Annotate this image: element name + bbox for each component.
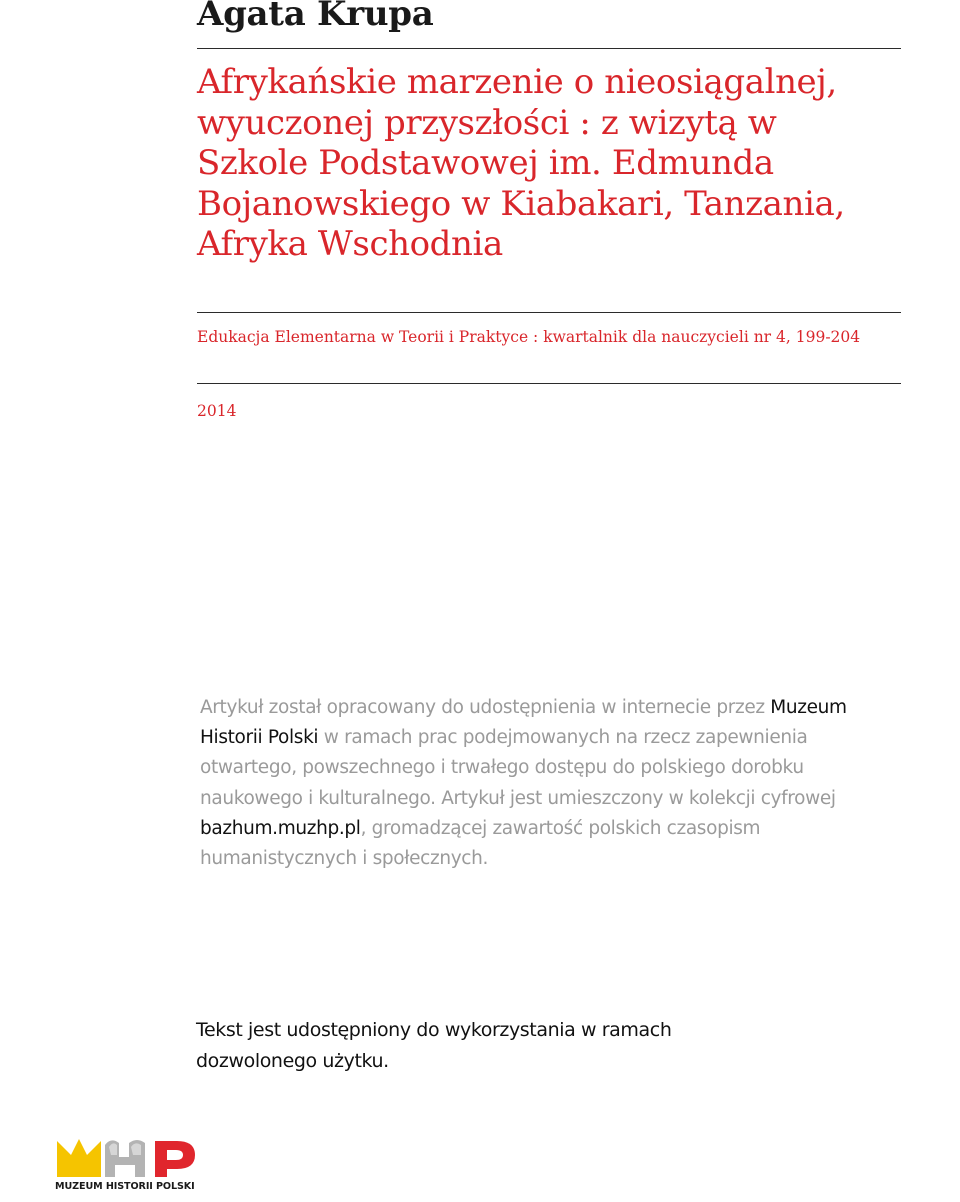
collection-link[interactable]: bazhum.muzhp.pl <box>200 817 361 839</box>
digitization-notice <box>200 693 900 874</box>
museum-logo <box>55 1135 205 1195</box>
notice-text-1: Artykuł został opracowany do udostępnienia w internecie przez <box>200 697 771 718</box>
journal-source: Edukacja Elementarna w Teorii i Praktyce : kwartalnik dla nauczycieli nr 4, 199-204 <box>197 328 861 346</box>
author-name: Agata Krupa <box>197 0 434 34</box>
article-title: Afrykańskie marzenie o nieosiągalnej, wyuczonej przyszłości : z wizytą w Szkole Podstawowej im. Edmunda Bojanowskiego w Kiabakari, Tanzania, Afryka Wschodnia <box>197 62 845 264</box>
publication-year: 2014 <box>197 402 237 420</box>
museum-logo-mark-icon <box>55 1135 205 1181</box>
divider-bottom <box>197 383 901 384</box>
museum-name: Muzeum Historii Polski <box>200 697 847 749</box>
notice-text-3: , gromadzącej zawartość polskich czasopism humanistycznych i społecznych. <box>200 817 761 870</box>
usage-notice: Tekst jest udostępniony do wykorzystania w ramach dozwolonego użytku. <box>196 1019 672 1072</box>
museum-logo-text: MUZEUM HISTORII POLSKI <box>55 1181 195 1192</box>
notice-text-2: w ramach prac podejmowanych na rzecz zapewnienia otwartego, powszechnego i trwałego dostępu do polskiego dorobku naukowego i kulturalnego. Artykuł jest umieszczony w kolekcji cyfrowej <box>200 727 836 809</box>
divider-top <box>197 48 901 49</box>
divider-middle <box>197 312 901 313</box>
